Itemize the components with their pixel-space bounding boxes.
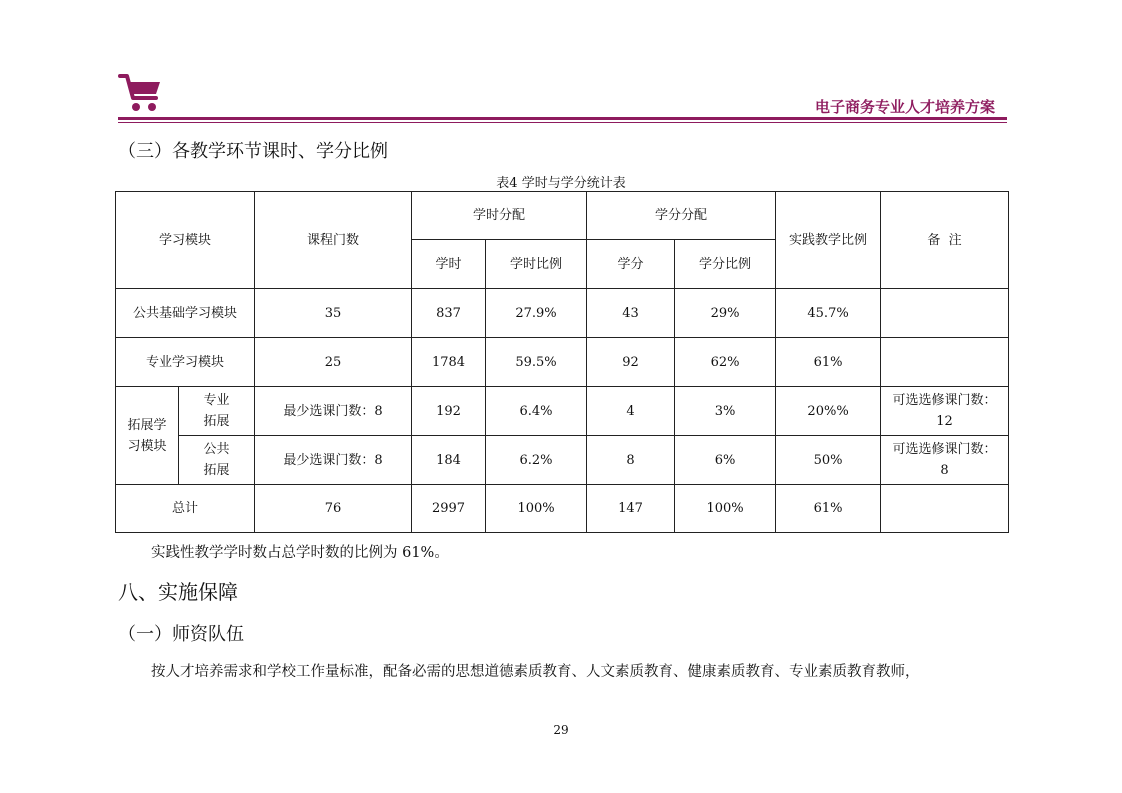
remarks-line2: 12 [936, 414, 953, 429]
document-title: 电子商务专业人才培养方案 [814, 98, 995, 116]
table-row [116, 387, 1009, 436]
header-credits: 学分 [587, 240, 675, 289]
cell-course-count: 35 [255, 289, 412, 338]
table-row [116, 289, 1009, 338]
extension-module-line1: 拓展学 [127, 417, 167, 433]
sub-module-line1: 公共 [203, 442, 230, 457]
cell-credits: 92 [587, 338, 675, 387]
remarks-line1: 可选选修课门数： [892, 393, 997, 408]
header-credits-ratio: 学分比例 [675, 240, 776, 289]
cell-remarks [881, 289, 1009, 338]
header-remarks: 备 注 [881, 192, 1009, 289]
cell-credits-ratio: 62% [675, 338, 776, 387]
cell-credits-ratio: 100% [675, 485, 776, 533]
header-rule-thin [118, 122, 1007, 123]
cell-remarks [881, 436, 1009, 485]
cell-remarks [881, 485, 1009, 533]
cell-credits-ratio: 29% [675, 289, 776, 338]
cell-hours: 184 [412, 436, 486, 485]
header-module: 学习模块 [116, 192, 255, 289]
cell-hours: 2997 [412, 485, 486, 533]
cell-hours-ratio: 100% [486, 485, 587, 533]
cell-module: 专业学习模块 [116, 338, 255, 387]
cell-remarks [881, 387, 1009, 436]
cell-practice-ratio: 45.7% [776, 289, 881, 338]
header-practice-ratio: 实践教学比例 [776, 192, 881, 289]
header-credits-group: 学分分配 [587, 192, 776, 240]
cell-credits: 4 [587, 387, 675, 436]
sub-module-line2: 拓展 [203, 414, 230, 429]
cell-module: 公共基础学习模块 [116, 289, 255, 338]
cell-hours-ratio: 6.4% [486, 387, 587, 436]
table-total-row [116, 485, 1009, 533]
cell-hours-ratio: 6.2% [486, 436, 587, 485]
extension-module-line2: 习模块 [127, 438, 167, 454]
cell-credits-ratio: 6% [675, 436, 776, 485]
table-row [116, 338, 1009, 387]
cell-hours: 1784 [412, 338, 486, 387]
cell-practice-ratio: 61% [776, 338, 881, 387]
cell-credits-ratio: 3% [675, 387, 776, 436]
section-heading: （三）各教学环节课时、学分比例 [118, 141, 388, 162]
section-heading: （一）师资队伍 [118, 624, 244, 645]
cell-hours: 837 [412, 289, 486, 338]
cell-sub-module [179, 387, 255, 436]
header-rule-thick [118, 117, 1007, 120]
sub-module-line2: 拓展 [203, 463, 230, 478]
header-hours-ratio: 学时比例 [486, 240, 587, 289]
remarks-line1: 可选选修课门数： [892, 442, 997, 457]
cell-remarks [881, 338, 1009, 387]
cell-practice-ratio: 20%% [776, 387, 881, 436]
cell-hours: 192 [412, 387, 486, 436]
cell-hours-ratio: 27.9% [486, 289, 587, 338]
hours-credits-table [115, 191, 1009, 533]
chapter-heading: 八、实施保障 [118, 580, 238, 604]
cell-course-count: 最少选课门数：8 [255, 387, 412, 436]
header-hours-group: 学时分配 [412, 192, 587, 240]
cell-extension-module [116, 387, 179, 485]
cell-credits: 147 [587, 485, 675, 533]
table-caption: 表4 学时与学分统计表 [496, 176, 626, 191]
page-number: 29 [553, 723, 569, 737]
header-hours: 学时 [412, 240, 486, 289]
table-row [116, 436, 1009, 485]
cell-course-count: 76 [255, 485, 412, 533]
shopping-cart-icon [118, 72, 164, 114]
table-header-row [116, 192, 1009, 240]
cell-sub-module [179, 436, 255, 485]
body-paragraph: 按人才培养需求和学校工作量标准，配备必需的思想道德素质教育、人文素质教育、健康素质教育、专业素质教育教师， [151, 664, 920, 680]
remarks-line2: 8 [940, 463, 949, 478]
practice-ratio-note: 实践性教学学时数占总学时数的比例为 61%。 [151, 545, 449, 561]
cell-credits: 43 [587, 289, 675, 338]
cell-course-count: 25 [255, 338, 412, 387]
cell-practice-ratio: 50% [776, 436, 881, 485]
cell-practice-ratio: 61% [776, 485, 881, 533]
sub-module-line1: 专业 [203, 393, 230, 408]
cell-credits: 8 [587, 436, 675, 485]
header-course-count: 课程门数 [255, 192, 412, 289]
cell-module: 总计 [116, 485, 255, 533]
cell-course-count: 最少选课门数：8 [255, 436, 412, 485]
cell-hours-ratio: 59.5% [486, 338, 587, 387]
